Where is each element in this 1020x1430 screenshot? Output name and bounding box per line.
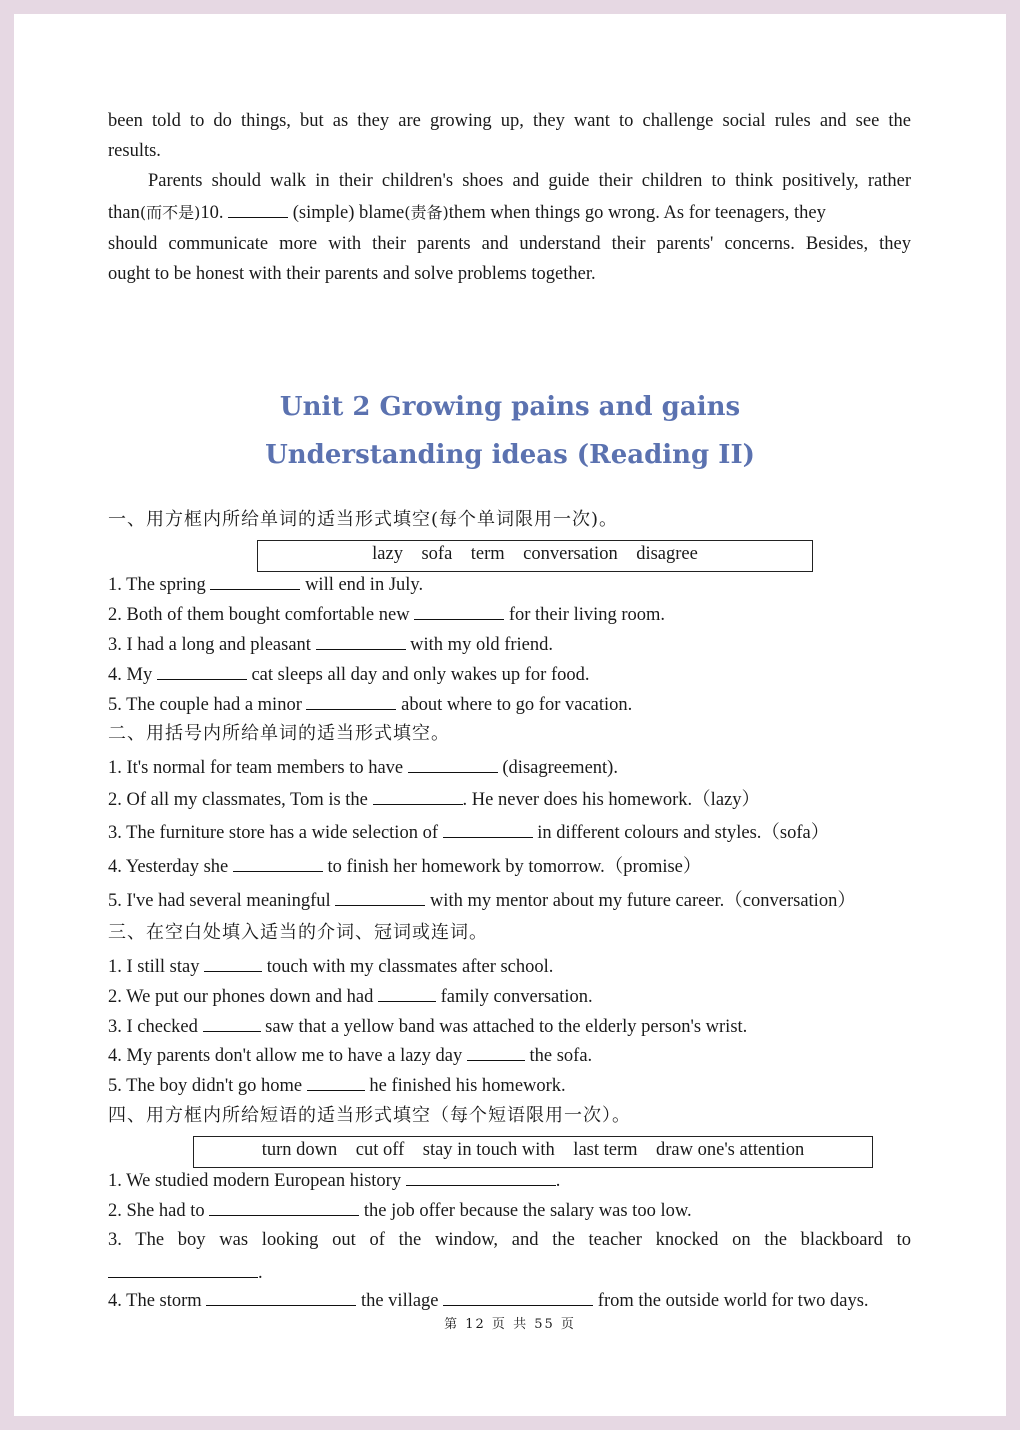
answer-blank[interactable] (210, 572, 300, 590)
s2-question-2: 2. Of all my classmates, Tom is the . He never does his homework.（lazy） (108, 787, 760, 812)
answer-blank[interactable] (204, 954, 262, 972)
answer-blank[interactable] (467, 1043, 525, 1061)
s2-question-5: 5. I've had several meaningful with my mentor about my future career.（conversation） (108, 888, 856, 913)
s3-question-3: 3. I checked saw that a yellow band was attached to the elderly person's wrist. (108, 1014, 747, 1039)
passage-line-6: ought to be honest with their parents and solve problems together. (108, 264, 596, 284)
section-1-heading: 一、用方框内所给单词的适当形式填空(每个单词限用一次)。 (108, 509, 619, 530)
answer-blank[interactable] (157, 662, 247, 680)
s1-question-3: 3. I had a long and pleasant with my old friend. (108, 632, 553, 657)
s4-question-3-continued: . (108, 1260, 263, 1285)
s1-question-2: 2. Both of them bought comfortable new for their living room. (108, 602, 665, 627)
s2-question-3: 3. The furniture store has a wide selection of in different colours and styles.（sofa） (108, 820, 829, 845)
passage-line-2: results. (108, 141, 161, 161)
section-2-heading: 二、用括号内所给单词的适当形式填空。 (108, 723, 450, 744)
unit-title: Unit 2 Growing pains and gains (279, 392, 741, 422)
answer-blank[interactable] (316, 632, 406, 650)
answer-blank[interactable] (408, 755, 498, 773)
answer-blank[interactable] (306, 692, 396, 710)
answer-blank[interactable] (378, 984, 436, 1002)
answer-blank[interactable] (108, 1260, 258, 1278)
s4-question-2: 2. She had to the job offer because the salary was too low. (108, 1198, 692, 1223)
answer-blank[interactable] (209, 1198, 359, 1216)
answer-blank[interactable] (406, 1168, 556, 1186)
answer-blank[interactable] (335, 888, 425, 906)
section-3-heading: 三、在空白处填入适当的介词、冠词或连词。 (108, 922, 488, 943)
s1-question-1: 1. The spring will end in July. (108, 572, 423, 597)
s4-question-1: 1. We studied modern European history . (108, 1168, 560, 1193)
answer-blank[interactable] (206, 1288, 356, 1306)
answer-blank[interactable] (373, 787, 463, 805)
passage-line-4: than(而不是)10. (simple) blame(责备)them when things go wrong. As for teenagers, they (108, 200, 826, 225)
answer-blank[interactable] (307, 1073, 365, 1091)
answer-blank[interactable] (443, 1288, 593, 1306)
answer-blank[interactable] (414, 602, 504, 620)
section-title: Understanding ideas (Reading II) (265, 440, 755, 470)
s2-question-1: 1. It's normal for team members to have (disagreement). (108, 755, 618, 780)
s3-question-5: 5. The boy didn't go home he finished his homework. (108, 1073, 566, 1098)
s1-question-4: 4. My cat sleeps all day and only wakes up for food. (108, 662, 590, 687)
s3-question-4: 4. My parents don't allow me to have a lazy day the sofa. (108, 1043, 592, 1068)
answer-blank[interactable] (443, 820, 533, 838)
s4-question-4: 4. The storm the village from the outside world for two days. (108, 1288, 869, 1313)
passage-line-5: should communicate more with their parents and understand their parents' concerns. Besides, they (108, 234, 911, 254)
s4-question-3: 3. The boy was looking out of the window, and the teacher knocked on the blackboard to (108, 1230, 911, 1250)
passage-line-1: been told to do things, but as they are growing up, they want to challenge social rules and see the (108, 111, 911, 131)
page-number: 第 12 页 共 55 页 (444, 1317, 576, 1332)
section-4-heading: 四、用方框内所给短语的适当形式填空（每个短语限用一次）。 (108, 1105, 631, 1126)
answer-blank[interactable] (203, 1014, 261, 1032)
phrase-box: turn down cut off stay in touch with last term draw one's attention (193, 1136, 873, 1168)
passage-line-3: Parents should walk in their children's shoes and guide their children to think positively, rather (148, 171, 911, 191)
s1-question-5: 5. The couple had a minor about where to go for vacation. (108, 692, 632, 717)
answer-blank[interactable] (233, 854, 323, 872)
s3-question-2: 2. We put our phones down and had family conversation. (108, 984, 593, 1009)
word-box: lazy sofa term conversation disagree (257, 540, 813, 572)
answer-blank[interactable] (228, 200, 288, 218)
s3-question-1: 1. I still stay touch with my classmates after school. (108, 954, 553, 979)
s2-question-4: 4. Yesterday she to finish her homework by tomorrow.（promise） (108, 854, 701, 879)
